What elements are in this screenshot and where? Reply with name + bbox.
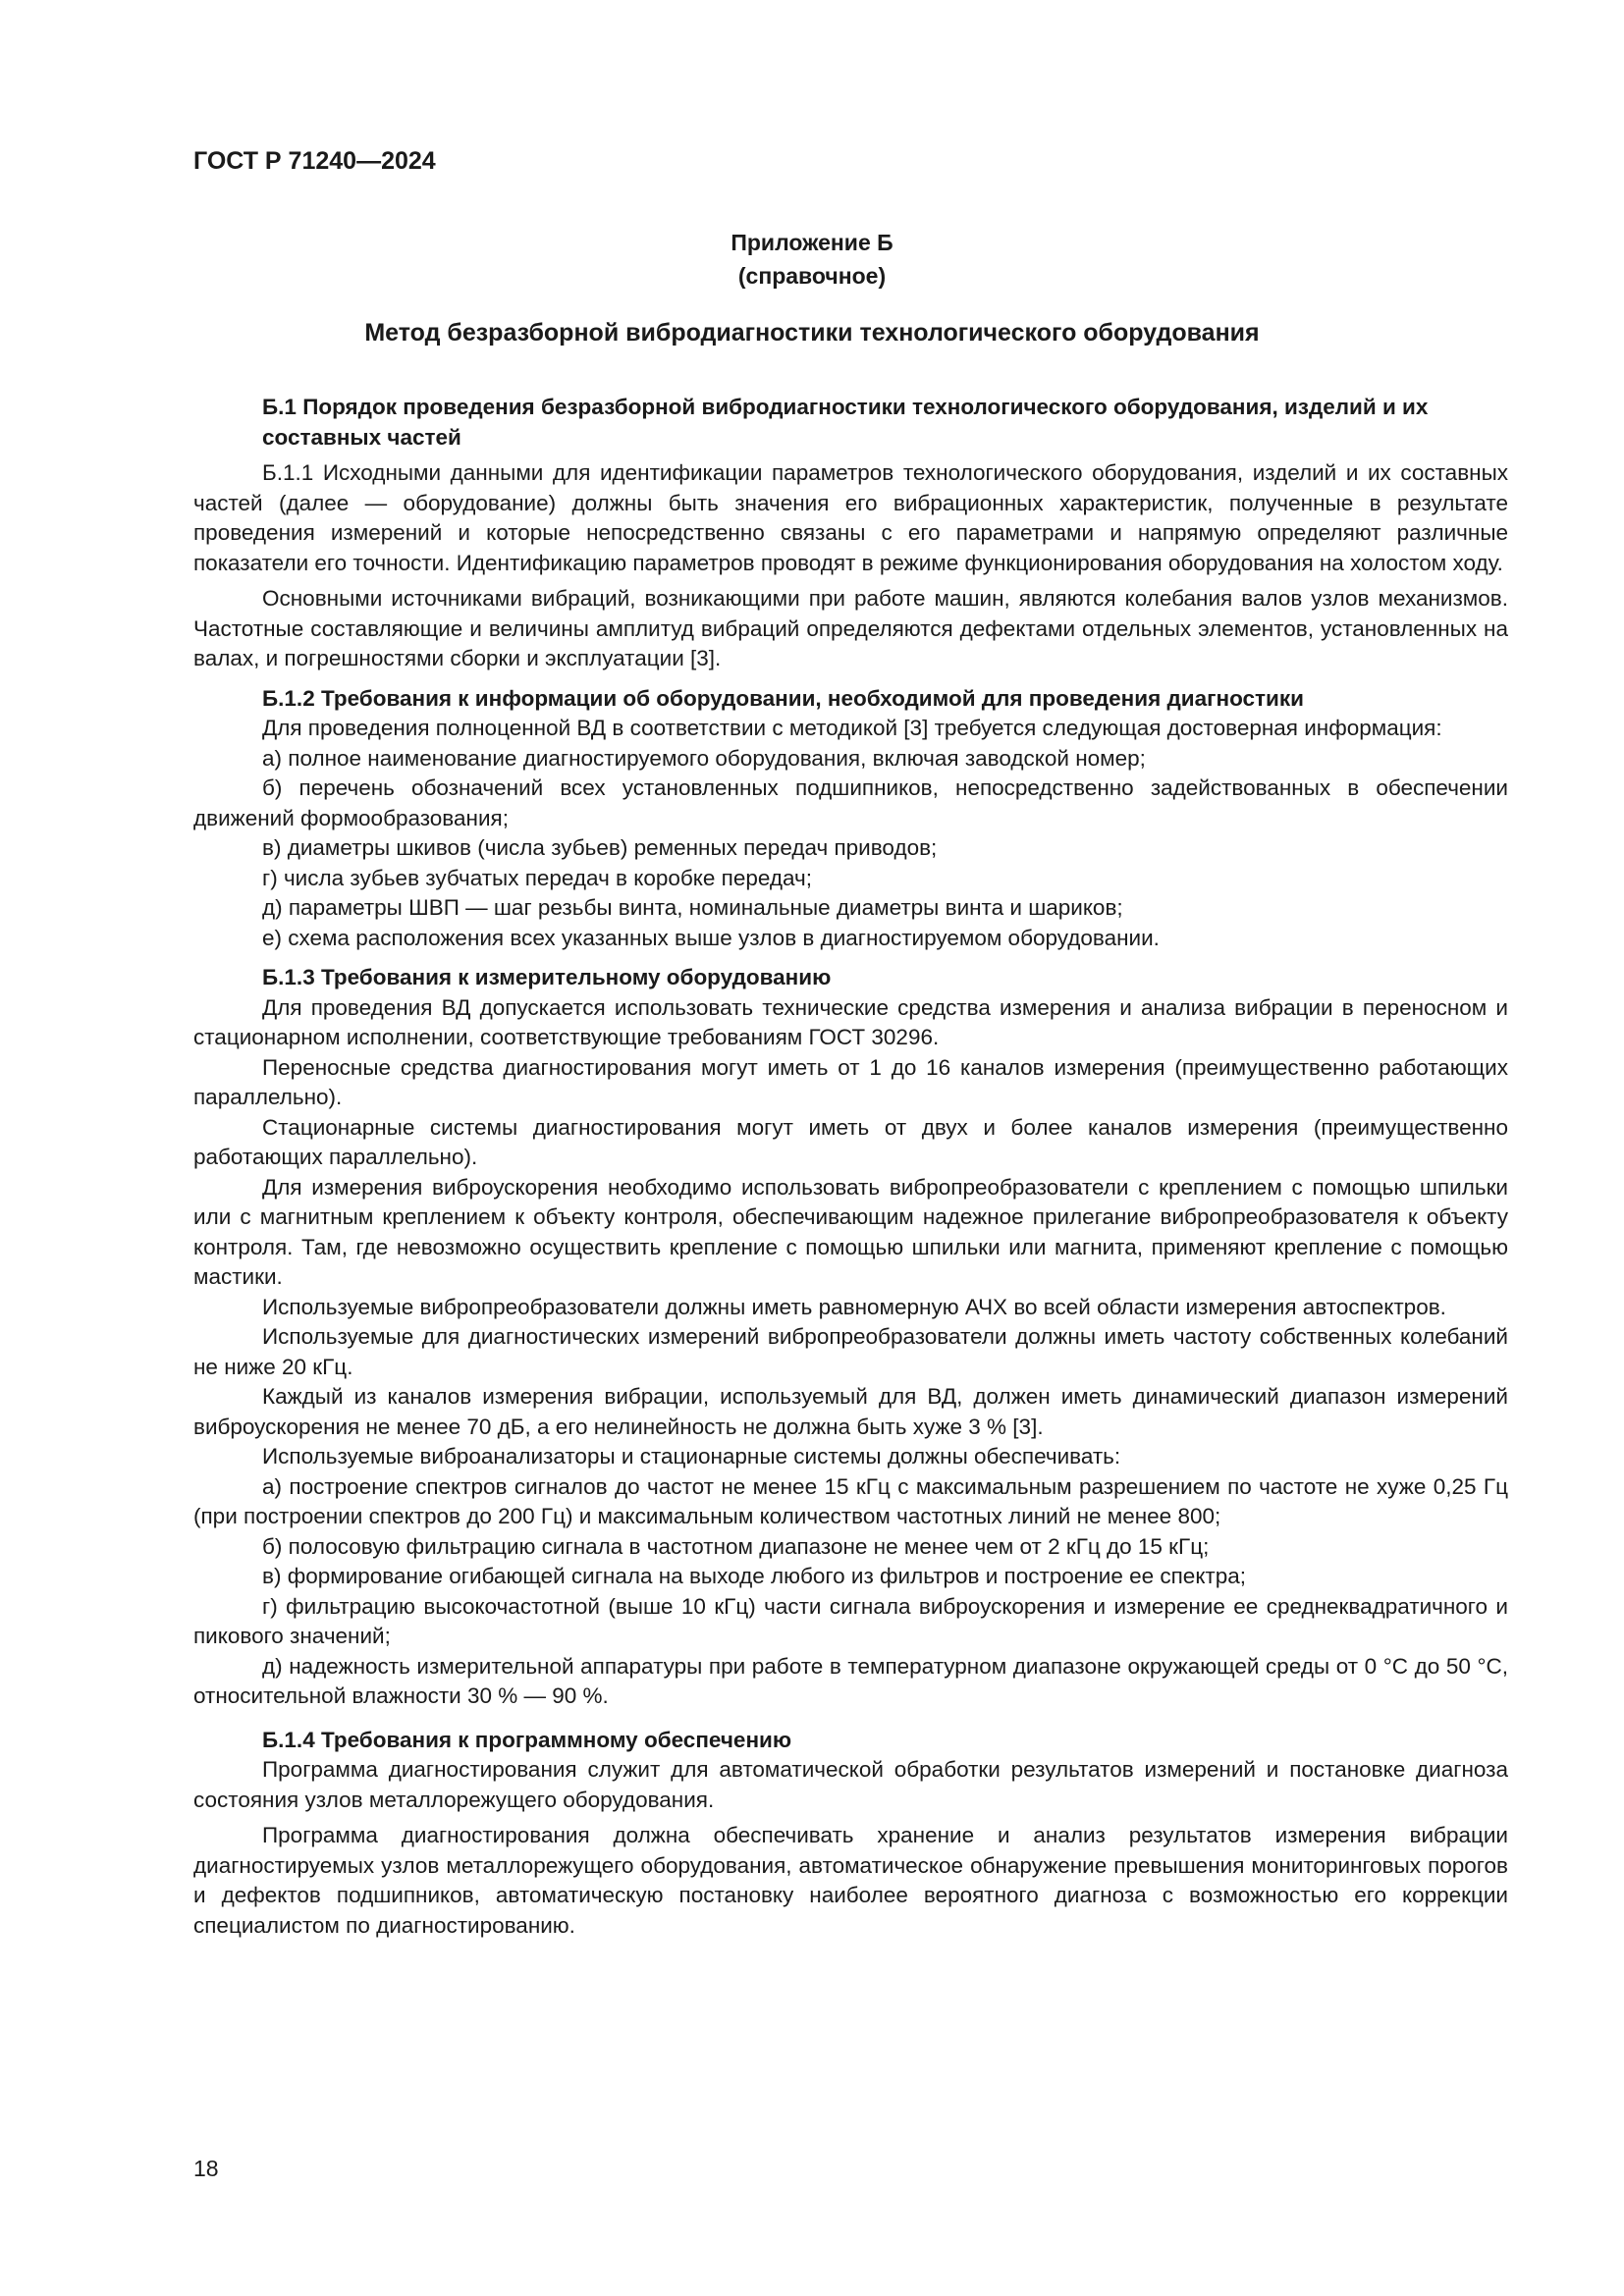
- annex-title-block: [0, 226, 1624, 293]
- list-item: г) фильтрацию высокочастотной (выше 10 кГц) части сигнала виброускорения и измерение ее среднеквадратичного и пикового значений;: [193, 1593, 1508, 1648]
- paragraph: Программа диагностирования должна обеспечивать хранение и анализ результатов измерения вибрации диагностируемых узлов металлорежущего оборудования, автоматическое обнаружение превышения мониторинговых порогов и дефектов подшипников, автоматическую постановку наиболее вероятного диагноза с возможностью его коррекции специалистом по диагностированию.: [193, 1823, 1508, 1938]
- paragraph: Каждый из каналов измерения вибрации, используемый для ВД, должен иметь динамический диапазон измерений виброускорения не менее 70 дБ, а его нелинейность не должна быть хуже 3 % [3].: [193, 1384, 1508, 1439]
- paragraph: Б.1.1 Исходными данными для идентификации параметров технологического оборудования, изделий и их составных частей (далее — оборудование) должны быть значения его вибрационных характеристик, полученные в результате проведения измерений и которые непосредственно связаны с его параметрами и напрямую определяют различные показатели его точности. Идентификацию параметров проводят в режиме функционирования оборудования на холостом ходу.: [193, 460, 1508, 575]
- paragraph: Для проведения ВД допускается использовать технические средства измерения и анализа вибрации в переносном и стационарном исполнении, соответствующие требованиям ГОСТ 30296.: [193, 994, 1508, 1049]
- paragraph: Основными источниками вибраций, возникающими при работе машин, являются колебания валов узлов механизмов. Частотные составляющие и величины амплитуд вибраций определяются дефектами отдельных элементов, установленных на валах, и погрешностями сборки и эксплуатации [3].: [193, 586, 1508, 670]
- paragraph: Используемые вибропреобразователи должны иметь равномерную АЧХ во всей области измерения автоспектров.: [262, 1294, 1446, 1319]
- list-item: а) построение спектров сигналов до частот не менее 15 кГц с максимальным разрешением по частоте не хуже 0,25 Гц (при построении спектров до 200 Гц) и максимальным количеством частотных линий не менее 800;: [193, 1473, 1508, 1528]
- paragraph: Для проведения полноценной ВД в соответствии с методикой [3] требуется следующая достоверная информация:: [262, 716, 1442, 740]
- paragraph: Переносные средства диагностирования могут иметь от 1 до 16 каналов измерения (преимущественно работающих параллельно).: [193, 1054, 1508, 1109]
- list-item: д) параметры ШВП — шаг резьбы винта, номинальные диаметры винта и шариков;: [262, 895, 1123, 920]
- list-item: б) полосовую фильтрацию сигнала в частотном диапазоне не менее чем от 2 кГц до 15 кГц;: [262, 1533, 1210, 1559]
- list-item: г) числа зубьев зубчатых передач в коробке передач;: [262, 865, 812, 890]
- list-item: е) схема расположения всех указанных выше узлов в диагностируемом оборудовании.: [262, 925, 1160, 950]
- document-code: ГОСТ Р 71240—2024: [193, 147, 436, 175]
- annex-title: Приложение Б: [731, 230, 893, 255]
- list-item: в) формирование огибающей сигнала на выходе любого из фильтров и построение ее спектра;: [262, 1564, 1246, 1588]
- paragraph: Используемые для диагностических измерений вибропреобразователи должны иметь частоту собственных колебаний не ниже 20 кГц.: [193, 1324, 1508, 1379]
- document-body: [193, 393, 1508, 1941]
- list-item: б) перечень обозначений всех установленных подшипников, непосредственно задействованных в обеспечении движений формообразования;: [193, 775, 1508, 830]
- paragraph: Программа диагностирования служит для автоматической обработки результатов измерений и постановке диагноза состояния узлов металлорежущего оборудования.: [193, 1757, 1508, 1812]
- list-item: в) диаметры шкивов (числа зубьев) ременных передач приводов;: [262, 835, 938, 860]
- annex-type: (справочное): [737, 263, 887, 289]
- section-b1-heading: Б.1 Порядок проведения безразборной вибродиагностики технологического оборудования, изделий и их составных частей: [262, 395, 1429, 450]
- section-b13-heading: Б.1.3 Требования к измерительному оборудованию: [262, 965, 832, 989]
- page-number: 18: [193, 2156, 219, 2181]
- list-item: д) надежность измерительной аппаратуры при работе в температурном диапазоне окружающей среды от 0 °С до 50 °С, относительной влажности 30 % — 90 %.: [193, 1653, 1508, 1708]
- section-b12-heading: Б.1.2 Требования к информации об оборудовании, необходимой для проведения диагностики: [262, 685, 1304, 711]
- paragraph: Используемые виброанализаторы и стационарные системы должны обеспечивать:: [262, 1444, 1121, 1468]
- annex-heading: Метод безразборной вибродиагностики технологического оборудования: [364, 319, 1260, 347]
- section-b14-heading: Б.1.4 Требования к программному обеспечению: [262, 1727, 792, 1752]
- list-item: а) полное наименование диагностируемого оборудования, включая заводской номер;: [262, 745, 1146, 771]
- paragraph: Стационарные системы диагностирования могут иметь от двух и более каналов измерения (преимущественно работающих параллельно).: [193, 1114, 1508, 1169]
- paragraph: Для измерения виброускорения необходимо использовать вибропреобразователи с креплением с помощью шпильки или с магнитным креплением к объекту контроля, обеспечивающим надежное прилегание вибропреобразователя к объекту контроля. Там, где невозможно осуществить крепление с помощью шпильки или магнита, применяют крепление с помощью мастики.: [193, 1174, 1508, 1289]
